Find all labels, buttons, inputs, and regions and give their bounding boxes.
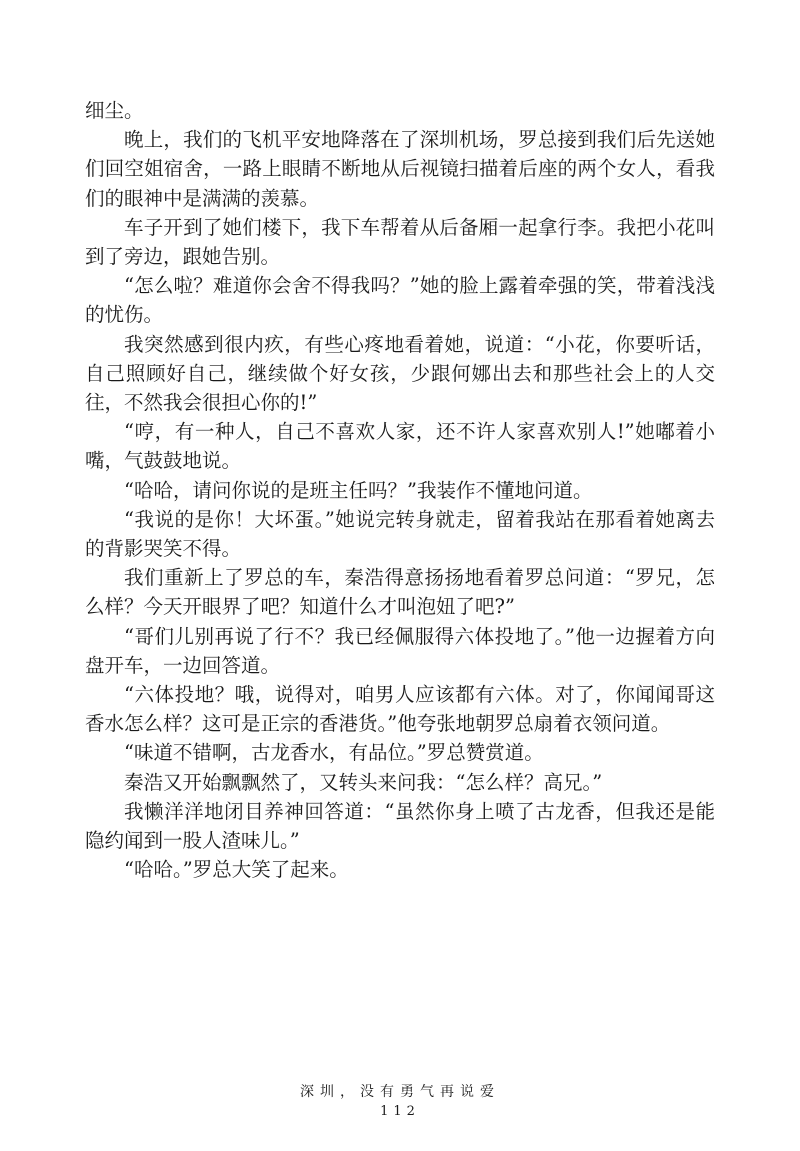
page-number: 112 (380, 1104, 420, 1119)
paragraph: 车子开到了她们楼下，我下车帮着从后备厢一起拿行李。我把小花叫到了旁边，跟她告别。 (85, 215, 715, 269)
paragraph: “哼，有一种人，自己不喜欢人家，还不许人家喜欢别人!”她嘟着小嘴，气鼓鼓地说。 (85, 420, 715, 473)
paragraph: “哈哈，请问你说的是班主任吗？”我装作不懂地问道。 (124, 478, 593, 502)
paragraph: “哈哈。”罗总大笑了起来。 (124, 858, 349, 882)
paragraph: 我们重新上了罗总的车，秦浩得意扬扬地看着罗总问道：“罗兄，怎么样？今天开眼界了吧？知道什么才叫泡妞了吧?” (85, 566, 715, 619)
page-body (85, 96, 715, 884)
paragraph: 晚上，我们的飞机平安地降落在了深圳机场，罗总接到我们后先送她们回空姐宿舍，一路上眼睛不断地从后视镜扫描着后座的两个女人，看我们的眼神中是满满的羡慕。 (85, 128, 715, 210)
paragraph: 细尘。 (85, 99, 144, 122)
paragraph: “六体投地？哦，说得对，咱男人应该都有六体。对了，你闻闻哥这香水怎么样？这可是正宗的香港货。”他夸张地朝罗总扇着衣领问道。 (85, 683, 715, 736)
paragraph: “怎么啦？难道你会舍不得我吗？”她的脸上露着牵强的笑，带着浅浅的忧伤。 (85, 274, 715, 327)
paragraph: “哥们儿别再说了行不？我已经佩服得六体投地了。”他一边握着方向盘开车，一边回答道。 (85, 624, 715, 677)
paragraph: 我突然感到很内疚，有些心疼地看着她，说道：“小花，你要听话，自己照顾好自己，继续做个好女孩，少跟何娜出去和那些社会上的人交往，不然我会很担心你的!” (85, 332, 715, 415)
paragraph: 我懒洋洋地闭目养神回答道：“虽然你身上喷了古龙香，但我还是能隐约闻到一股人渣味儿。” (85, 799, 715, 853)
paragraph: “我说的是你！大坏蛋。”她说完转身就走，留着我站在那看着她离去的背影哭笑不得。 (85, 507, 715, 561)
running-footer-title: 深圳，没有勇气再说爱 (300, 1084, 500, 1100)
paragraph: 秦浩又开始飘飘然了，又转头来问我：“怎么样？高兄。” (124, 770, 603, 794)
paragraph: “味道不错啊，古龙香水，有品位。”罗总赞赏道。 (124, 741, 544, 765)
